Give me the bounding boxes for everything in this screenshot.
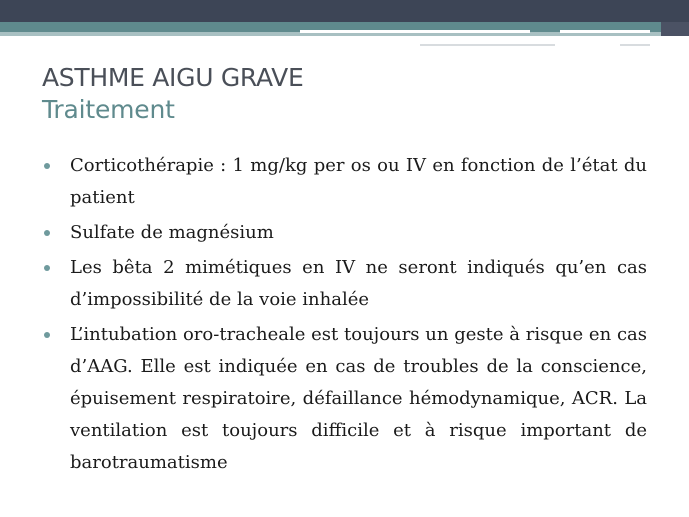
- bullet-text: L’intubation oro-tracheale est toujours un geste à risque en cas d’AAG. Elle est indiquée en cas de troubles de la conscience, épuisement respiratoire, défaillance hémodynamique, ACR. La ventilation est toujours difficile et à risque important de barotraumatisme: [70, 324, 647, 473]
- bullet-dot-icon: [44, 332, 50, 338]
- bullet-item: [42, 252, 647, 316]
- title-subtitle: Traitement: [42, 95, 175, 124]
- header-thin-line: [420, 44, 555, 46]
- bullet-text: Sulfate de magnésium: [70, 222, 274, 243]
- bullet-list: [42, 150, 647, 482]
- bullet-dot-icon: [44, 163, 50, 169]
- bullet-text: Corticothérapie : 1 mg/kg per os ou IV en fonction de l’état du patient: [70, 155, 647, 208]
- bullet-item: [42, 319, 647, 479]
- header-thin-line: [620, 44, 650, 46]
- header-bar-dark: [0, 0, 689, 22]
- bullet-text: Les bêta 2 mimétiques en IV ne seront indiqués qu’en cas d’impossibilité de la voie inhalée: [70, 257, 647, 310]
- bullet-item: [42, 150, 647, 214]
- header-accent-line: [560, 30, 650, 33]
- bullet-dot-icon: [44, 230, 50, 236]
- header-corner-block: [661, 22, 689, 36]
- title-main: ASTHME AIGU GRAVE: [42, 63, 304, 92]
- bullet-dot-icon: [44, 265, 50, 271]
- slide-title: [42, 62, 303, 126]
- header-accent-line: [300, 30, 530, 33]
- bullet-item: [42, 217, 647, 249]
